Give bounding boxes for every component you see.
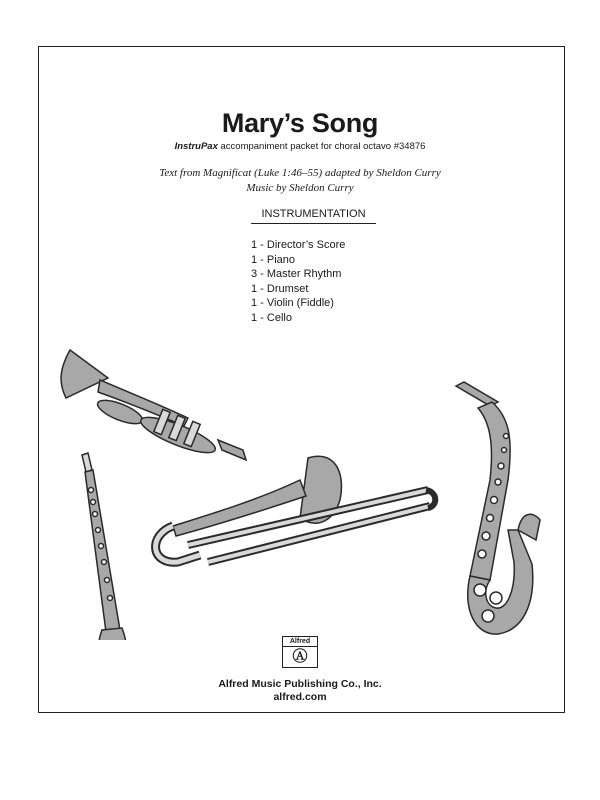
list-item: 1 - Director’s Score: [251, 239, 346, 251]
publisher-block: [0, 678, 600, 704]
list-item: 1 - Drumset: [251, 282, 309, 295]
instrumentation-list: [251, 238, 345, 325]
list-item: 1 - Cello: [251, 311, 292, 324]
trombone-icon: [156, 456, 436, 562]
list-item: 1 - Violin (Fiddle): [251, 297, 334, 309]
subtitle-text: accompaniment packet for choral octavo #34876: [217, 141, 426, 152]
music-credit: Music by Sheldon Curry: [246, 182, 354, 194]
saxophone-icon: [456, 382, 540, 634]
logo-mark-icon: Ⓐ: [292, 648, 308, 665]
logo-wordmark: Alfred: [283, 637, 317, 647]
subtitle-brand: InstruPax: [174, 141, 218, 152]
publisher-logo: [282, 636, 318, 668]
credits: [0, 166, 600, 196]
instrumentation-heading: INSTRUMENTATION: [251, 208, 376, 224]
trumpet-icon: [61, 350, 246, 460]
list-item: 1 - Piano: [251, 253, 296, 266]
instruments-illustration: [38, 340, 565, 640]
subtitle: [0, 141, 600, 152]
list-item: 3 - Master Rhythm: [251, 268, 342, 280]
publisher-url[interactable]: alfred.com: [273, 691, 327, 703]
clarinet-icon: [82, 453, 127, 640]
page-title: Mary’s Song: [221, 108, 379, 138]
publisher-name: Alfred Music Publishing Co., Inc.: [218, 678, 382, 690]
text-credit: Text from Magnificat (Luke 1:46–55) adapted by Sheldon Curry: [159, 167, 441, 179]
